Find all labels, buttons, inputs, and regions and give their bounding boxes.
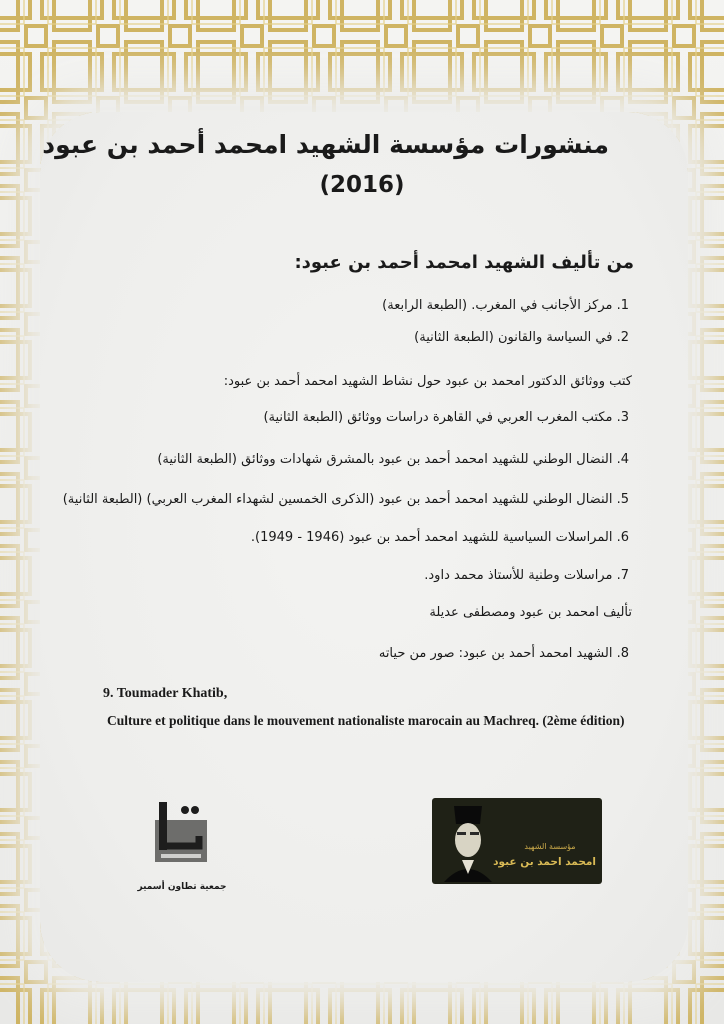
list-item: 8. الشهيد امحمد أحمد بن عبود: صور من حياته [378, 646, 629, 661]
group-heading: كتب ووثائق الدكتور امحمد بن عبود حول نشاط الشهيد امحمد أحمد بن عبود: [223, 374, 632, 389]
page-title: منشورات مؤسسة الشهيد امحمد أحمد بن عبود [42, 130, 609, 159]
group-heading: تأليف امحمد بن عبود ومصطفى عديلة [429, 605, 632, 620]
foundation-logo-line-1: مؤسسة الشهيد [524, 842, 576, 851]
list-item: 4. النضال الوطني للشهيد امحمد أحمد بن عبود بالمشرق شهادات ووثائق (الطبعة الثانية) [157, 452, 629, 467]
foundation-logo-line-2: امحمد احمد بن عبود [493, 856, 596, 868]
french-item-title: Culture et politique dans le mouvement nationaliste marocain au Machreq. (2ème édition) [107, 713, 625, 728]
list-item: 3. مكتب المغرب العربي في القاهرة دراسات ووثائق (الطبعة الثانية) [263, 410, 629, 425]
portrait-icon [438, 802, 498, 882]
list-item: 1. مركز الأجانب في المغرب. (الطبعة الرابعة) [382, 298, 629, 313]
foundation-logo [432, 798, 602, 884]
list-item: 2. في السياسة والقانون (الطبعة الثانية) [414, 330, 629, 345]
french-item-number: 9. Toumader Khatib, [103, 686, 228, 701]
association-name: جمعية تطاون أسمير [137, 882, 227, 892]
list-item: 7. مراسلات وطنية للأستاذ محمد داود. [424, 568, 629, 583]
section-heading: من تأليف الشهيد امحمد أحمد بن عبود: [294, 252, 634, 273]
year-label: (2016) [319, 172, 405, 198]
list-item: 5. النضال الوطني للشهيد امحمد أحمد بن عبود (الذكرى الخمسين لشهداء المغرب العربي) (الطبعة الثانية) [62, 492, 629, 507]
list-item: 6. المراسلات السياسية للشهيد امحمد أحمد بن عبود (1946 - 1949). [250, 530, 629, 545]
tetouan-asmir-logo-icon [155, 800, 207, 870]
